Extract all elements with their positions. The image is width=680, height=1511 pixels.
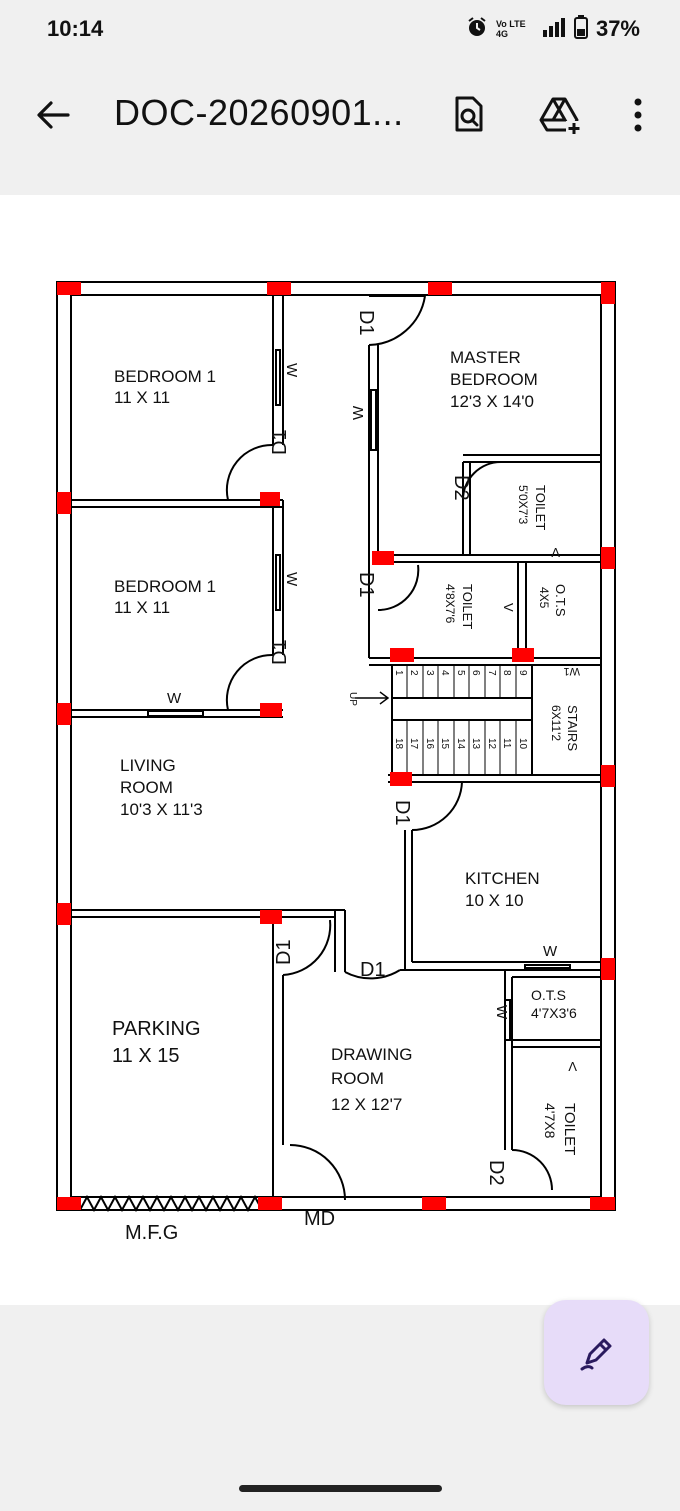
stair-step-top: 3 bbox=[424, 670, 435, 676]
document-page[interactable] bbox=[0, 195, 680, 1305]
stair-step-top: 9 bbox=[517, 670, 528, 676]
stairs-size: 6X11'2 bbox=[549, 705, 563, 742]
stair-step-bottom: 12 bbox=[486, 738, 497, 750]
signal-icon bbox=[542, 16, 566, 43]
drive-add-icon bbox=[538, 95, 582, 135]
stair-step-bottom: 14 bbox=[455, 738, 466, 750]
md-label: MD bbox=[304, 1208, 336, 1230]
bedroom1a-name: BEDROOM 1 bbox=[114, 367, 217, 386]
w-kitchen-label: W bbox=[543, 943, 558, 960]
mfg-label: M.F.G bbox=[125, 1222, 179, 1244]
stair-step-top: 6 bbox=[470, 670, 481, 676]
back-arrow-icon bbox=[36, 100, 70, 130]
w-bedroom1b-label: W bbox=[283, 572, 300, 587]
stair-step-bottom: 17 bbox=[408, 738, 419, 750]
parking-size: 11 X 15 bbox=[112, 1045, 180, 1067]
app-bar bbox=[0, 62, 680, 166]
ots-top-name: O.T.S bbox=[553, 584, 568, 617]
stair-step-top: 5 bbox=[455, 670, 466, 676]
stair-step-top: 7 bbox=[486, 670, 497, 676]
d1-bedroom1a-label: D1 bbox=[269, 429, 291, 455]
stair-step-bottom: 10 bbox=[517, 738, 528, 750]
stair-step-top: 1 bbox=[393, 670, 404, 676]
status-time: 10:14 bbox=[47, 16, 104, 41]
d2-bottom-toilet-label: D2 bbox=[485, 1160, 507, 1186]
battery-percent: 37% bbox=[595, 16, 640, 41]
w-bedroom1a-label: W bbox=[283, 363, 300, 378]
stair-step-bottom: 16 bbox=[424, 738, 435, 750]
stair-step-top: 2 bbox=[408, 670, 419, 676]
d2-master-toilet-label: D2 bbox=[450, 475, 472, 501]
stair-step-bottom: 13 bbox=[470, 738, 481, 750]
document-title: DOC-20260901... bbox=[114, 92, 404, 133]
status-bar bbox=[0, 0, 680, 62]
bedroom1b-size: 11 X 11 bbox=[114, 598, 171, 617]
alarm-icon bbox=[466, 16, 488, 43]
more-vert-icon bbox=[634, 98, 642, 132]
floor-plan bbox=[0, 195, 680, 1305]
w-master-label: W bbox=[350, 405, 367, 420]
w-drawing-label: W bbox=[493, 1005, 510, 1020]
w1-label: W1 bbox=[563, 665, 580, 677]
edit-fab-button[interactable] bbox=[544, 1300, 649, 1405]
d1-toilet-label: D1 bbox=[355, 572, 377, 598]
toilet-mid-name: TOILET bbox=[460, 584, 475, 630]
toilet-master-name: TOILET bbox=[533, 485, 548, 531]
ots-bottom-size: 4'7X3'6 bbox=[531, 1005, 577, 1021]
find-in-document-button[interactable] bbox=[446, 92, 492, 138]
v-toilet-bottom-label: V bbox=[568, 1059, 577, 1074]
bedroom1a-size: 11 X 11 bbox=[114, 388, 171, 407]
toilet-master-size: 5'0X7'3 bbox=[516, 485, 530, 525]
status-icons bbox=[466, 14, 640, 44]
battery-icon bbox=[574, 15, 588, 44]
toilet-bottom-size: 4'7X8 bbox=[542, 1103, 558, 1139]
stair-step-bottom: 15 bbox=[439, 738, 450, 750]
edit-pen-icon bbox=[577, 1333, 617, 1373]
ots-top-size: 4X5 bbox=[537, 587, 551, 609]
drawing-name2: ROOM bbox=[331, 1069, 384, 1088]
stair-step-top: 8 bbox=[501, 670, 512, 676]
stair-step-top: 4 bbox=[439, 670, 450, 676]
up-label: UP bbox=[347, 692, 358, 706]
drawing-name1: DRAWING bbox=[331, 1045, 413, 1064]
living-name: LIVING bbox=[120, 756, 176, 775]
search-document-icon bbox=[453, 96, 485, 134]
network-label: Vo LTE 4G bbox=[495, 19, 526, 39]
d1-master-label: D1 bbox=[355, 310, 377, 336]
master-name2: BEDROOM bbox=[450, 370, 538, 389]
more-options-button[interactable] bbox=[624, 92, 652, 138]
v-toilet-label: V bbox=[551, 545, 560, 560]
bedroom1b-name: BEDROOM 1 bbox=[114, 577, 217, 596]
stairs-name: STAIRS bbox=[565, 705, 580, 751]
drawing-size: 12 X 12'7 bbox=[331, 1095, 403, 1114]
v-ots-label: V bbox=[501, 603, 516, 612]
toilet-mid-size: 4'8X7'6 bbox=[443, 584, 457, 624]
d1-bedroom1b-label: D1 bbox=[269, 639, 291, 665]
d1-drawing-label: D1 bbox=[360, 959, 386, 981]
home-indicator[interactable] bbox=[239, 1485, 442, 1492]
add-to-drive-button[interactable] bbox=[534, 92, 586, 138]
parking-name: PARKING bbox=[112, 1018, 201, 1040]
living-size: 10'3 X 11'3 bbox=[120, 800, 203, 819]
ots-bottom-name: O.T.S bbox=[531, 987, 567, 1003]
back-button[interactable] bbox=[30, 92, 76, 138]
master-name1: MASTER bbox=[450, 348, 521, 367]
w-living-label: W bbox=[167, 690, 182, 707]
stair-step-bottom: 11 bbox=[501, 738, 512, 749]
stair-step-bottom: 18 bbox=[393, 738, 404, 750]
d1-kitchen-label: D1 bbox=[391, 800, 413, 826]
living-name2: ROOM bbox=[120, 778, 173, 797]
kitchen-name: KITCHEN bbox=[465, 869, 540, 888]
d1-parking-label: D1 bbox=[273, 939, 295, 965]
master-size: 12'3 X 14'0 bbox=[450, 392, 535, 411]
kitchen-size: 10 X 10 bbox=[465, 891, 524, 910]
toilet-bottom-name: TOILET bbox=[561, 1103, 578, 1156]
